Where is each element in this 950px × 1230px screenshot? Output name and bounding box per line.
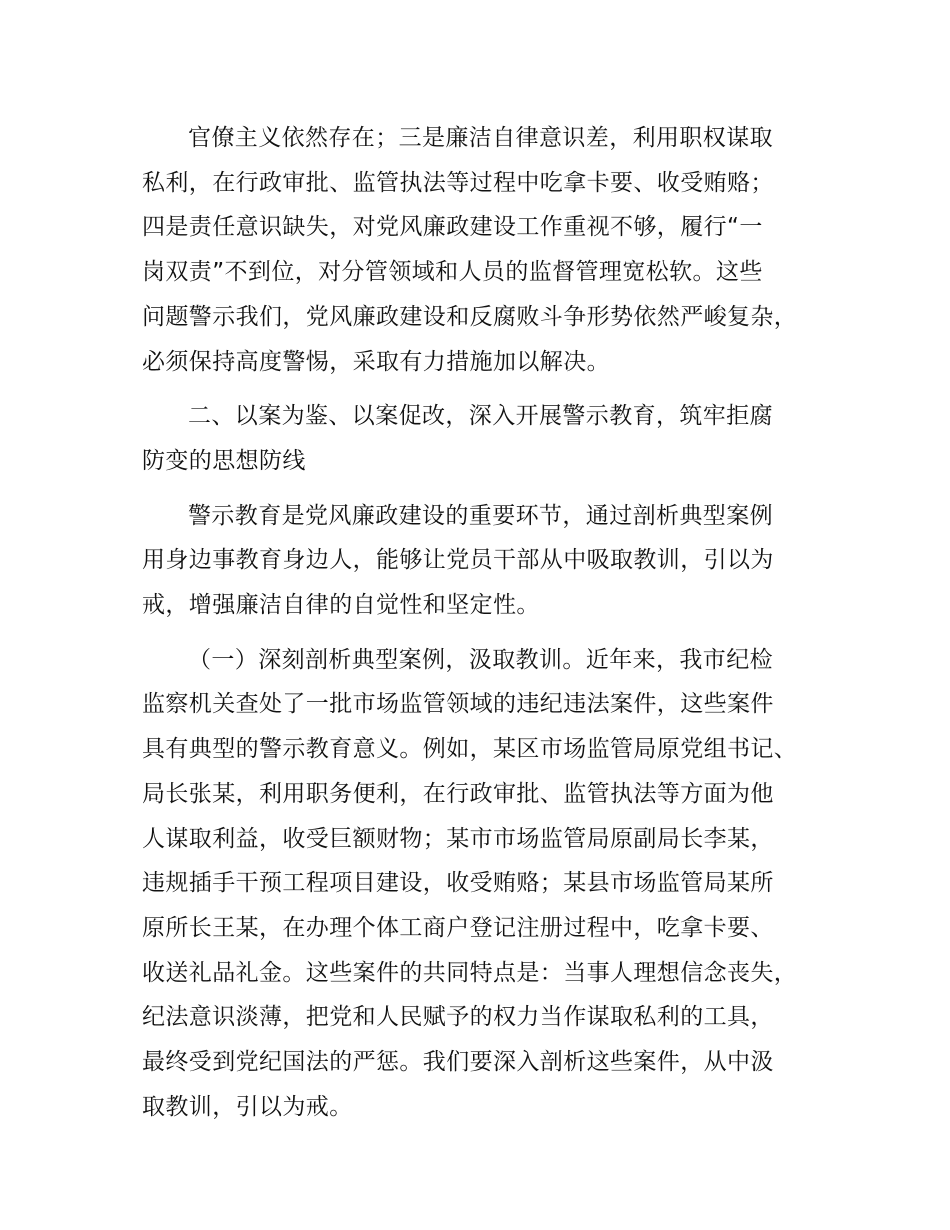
text-line: 四是责任意识缺失，对党风廉政建设工作重视不够，履行“一	[142, 214, 763, 241]
text-line: 取教训，引以为戒。	[142, 1093, 353, 1120]
text-line: 具有典型的警示教育意义。例如，某区市场监管局原党组书记、	[142, 736, 798, 763]
text-line: 问题警示我们，党风廉政建设和反腐败斗争形势依然严峻复杂，	[142, 303, 798, 330]
heading-line: 防变的思想防线	[142, 447, 306, 474]
text-line: 局长张某，利用职务便利，在行政审批、监管执法等方面为他	[142, 780, 774, 807]
text-line: 岗双责”不到位，对分管领域和人员的监督管理宽松软。这些	[142, 259, 763, 286]
text-line: 私利，在行政审批、监管执法等过程中吃拿卡要、收受贿赂；	[142, 169, 774, 196]
text-line: 人谋取利益，收受巨额财物；某市市场监管局原副局长李某，	[142, 825, 774, 852]
text-line: 警示教育是党风廉政建设的重要环节，通过剖析典型案例	[188, 502, 773, 529]
text-line: 必须保持高度警惕，采取有力措施加以解决。	[142, 348, 610, 375]
text-line: 违规插手干预工程项目建设，收受贿赂；某县市场监管局某所	[142, 870, 774, 897]
text-line: 最终受到党纪国法的严惩。我们要深入剖析这些案件，从中汲	[142, 1049, 774, 1076]
text-line: 收送礼品礼金。这些案件的共同特点是：当事人理想信念丧失，	[142, 959, 798, 986]
text-line: 用身边事教育身边人，能够让党员干部从中吸取教训，引以为	[142, 547, 774, 574]
heading-line: 二、以案为鉴、以案促改，深入开展警示教育，筑牢拒腐	[188, 403, 773, 430]
paragraph-1	[142, 116, 832, 384]
text-line: 原所长王某，在办理个体工商户登记注册过程中，吃拿卡要、	[142, 914, 774, 941]
text-line: （一）深刻剖析典型案例，汲取教训。近年来，我市纪检	[188, 646, 773, 673]
text-line: 监察机关查处了一批市场监管领域的违纪违法案件，这些案件	[142, 691, 774, 718]
section-heading	[142, 394, 832, 483]
text-line: 纪法意识淡薄，把党和人民赋予的权力当作谋取私利的工具，	[142, 1004, 774, 1031]
document-body	[142, 116, 832, 1129]
text-line: 戒，增强廉洁自律的自觉性和坚定性。	[142, 592, 540, 619]
text-line: 官僚主义依然存在；三是廉洁自律意识差，利用职权谋取	[188, 125, 773, 151]
paragraph-3	[142, 494, 832, 628]
paragraph-4	[142, 638, 832, 1130]
